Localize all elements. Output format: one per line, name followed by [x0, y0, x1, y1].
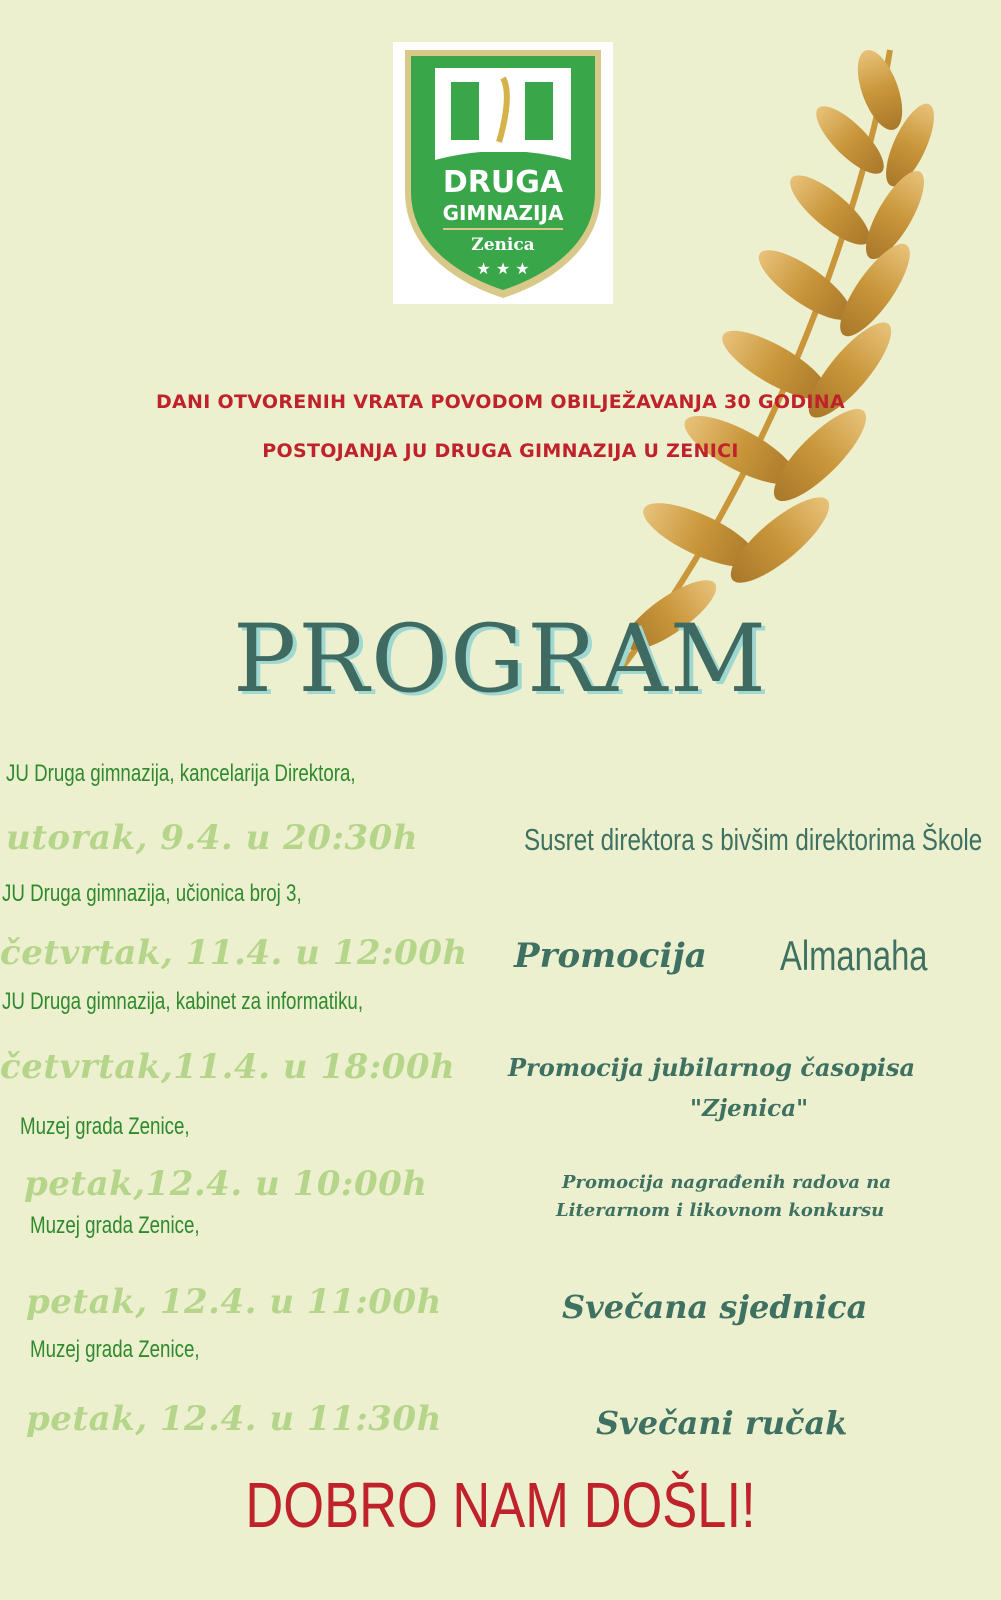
book-letter-icon — [451, 82, 479, 140]
program-time-3: četvrtak,11.4. u 18:00h — [0, 1047, 456, 1087]
program-event-2a: Promocija — [514, 936, 707, 976]
closing-message: DOBRO NAM DOŠLI! — [245, 1469, 756, 1541]
program-event-3-line2: "Zjenica" — [690, 1095, 809, 1122]
program-time-4: petak,12.4. u 10:00h — [24, 1164, 428, 1204]
program-venue-4: Muzej grada Zenice, — [20, 1113, 190, 1140]
program-event-4-line1: Promocija nagrađenih radova na — [562, 1172, 891, 1193]
program-venue-2: JU Druga gimnazija, učionica broj 3, — [2, 880, 302, 907]
logo-line1: DRUGA — [442, 165, 564, 200]
program-time-2: četvrtak, 11.4. u 12:00h — [0, 933, 468, 973]
program-event-3-line1: Promocija jubilarnog časopisa — [508, 1053, 916, 1082]
program-venue-5: Muzej grada Zenice, — [30, 1212, 200, 1239]
program-venue-6: Muzej grada Zenice, — [30, 1336, 200, 1363]
star-icon: ★ ★ ★ — [476, 259, 530, 278]
logo-line2: GIMNAZIJA — [442, 201, 564, 225]
program-venue-3: JU Druga gimnazija, kabinet za informatiku, — [2, 988, 364, 1015]
logo-city: Zenica — [471, 235, 535, 255]
program-event-1: Susret direktora s bivšim direktorima Škole — [524, 822, 983, 857]
program-time-5: petak, 12.4. u 11:00h — [26, 1282, 442, 1322]
headline-line1: DANI OTVORENIH VRATA POVODOM OBILJEŽAVANJA 30 GODINA — [155, 391, 845, 413]
program-event-6: Svečani ručak — [596, 1404, 848, 1442]
program-event-4-line2: Literarnom i likovnom konkursu — [556, 1200, 885, 1221]
wheat-ear-icon — [560, 30, 980, 690]
program-event-5: Svečana sjednica — [562, 1288, 868, 1326]
program-event-2b: Almanaha — [780, 932, 928, 979]
headline-line2: POSTOJANJA JU DRUGA GIMNAZIJA U ZENICI — [262, 440, 739, 462]
program-time-6: petak, 12.4. u 11:30h — [26, 1399, 442, 1439]
program-title: PROGRAM — [232, 605, 769, 714]
program-venue-1: JU Druga gimnazija, kancelarija Direktora, — [6, 760, 356, 787]
program-time-1: utorak, 9.4. u 20:30h — [6, 818, 419, 858]
